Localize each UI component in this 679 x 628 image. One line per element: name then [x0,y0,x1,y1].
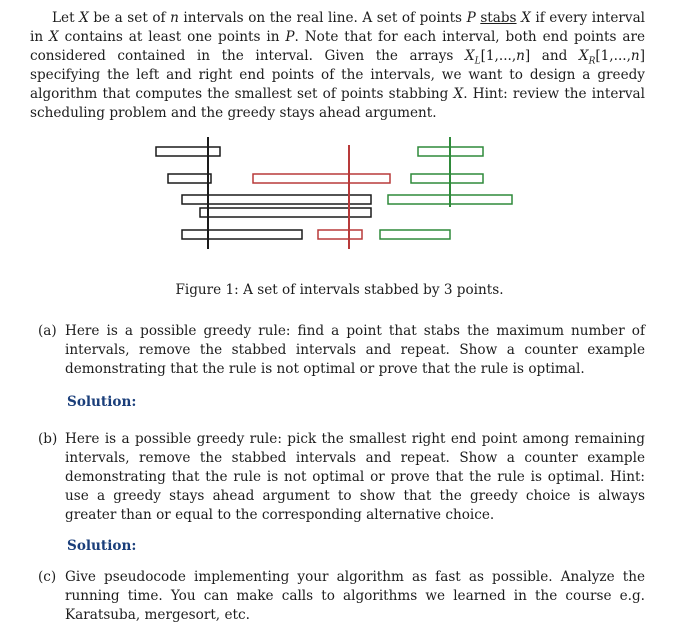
interval-black-5 [182,230,302,239]
solution-label-a: Solution: [67,394,137,410]
question-text: Give pseudocode implementing your algorithm as fast as possible. Analyze the running time. You can make calls to algorithms we learned in the course e.g. Karatsuba, mergesort, etc. [65,569,645,623]
solution-label-b: Solution: [67,538,137,554]
interval-red-1 [253,174,390,183]
question-text: Here is a possible greedy rule: pick the smallest right end point among remaining intervals, remove the stabbed intervals and repeat. Show a counter example demonstrating that the rule is not optimal or prove that the rule is optimal. Hint: use a greedy stays ahead argument to show that the greedy choice is always greater than or equal to the corresponding alternative choice. [65,431,645,523]
interval-red-2 [318,230,362,239]
interval-black-3 [182,195,371,204]
question-label: (a) [38,323,57,339]
intervals-figure [150,137,520,259]
interval-green-2 [411,174,483,183]
question-label: (c) [38,569,57,585]
interval-black-4 [200,208,371,217]
question-text: Here is a possible greedy rule: find a point that stabs the maximum number of intervals, remove the stabbed intervals and repeat. Show a counter example demonstrating that the rule is not optimal or prove that the rule is optimal. [65,323,645,377]
question-a [38,322,645,379]
interval-green-4 [380,230,450,239]
interval-black-2 [168,174,211,183]
problem-statement: Let X be a set of n intervals on the real line. A set of points P stabs X if every interval in X contains at least one points in P. Note that for each interval, both end points are considered contained in the interval. Given the arrays $X_L[1,...,n]$ and $X_R[1,...,n]$ specifying the left and right end points of the intervals, we want to design a greedy algorithm that computes the smallest set of points stabbing X. Hint: review the interval scheduling problem and the greedy stays ahead argument. [30,10,646,121]
figure-caption: Figure 1: A set of intervals stabbed by 3 points. [175,282,504,298]
question-label: (b) [38,431,58,447]
question-b [38,430,645,525]
interval-black-1 [156,147,220,156]
stabs-term: stabs [480,10,517,26]
question-c [38,568,645,625]
